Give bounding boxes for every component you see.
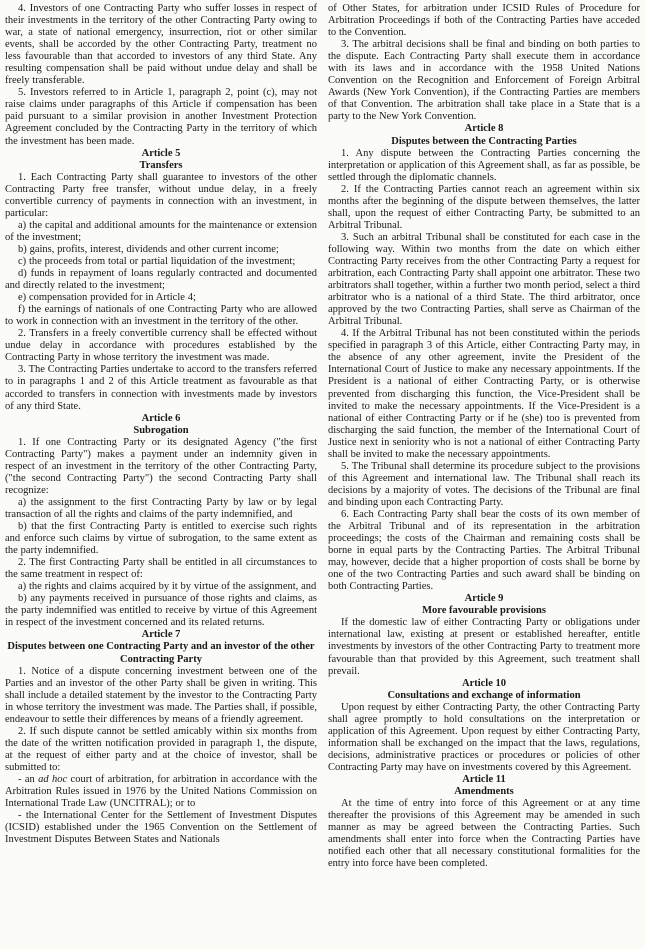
article-heading: Article 6 (141, 412, 181, 424)
article-heading: Article 7 (141, 629, 181, 641)
paragraph: 3. The arbitral decisions shall be final and binding on both parties to the dispute. Each Contracting Party shall execute them in accordance with its laws and in accordance with the 1958 United Nations Convention on the Recognition and Enforcement of Foreign Arbitral Awards (New York Convention), if the Contracting Parties are members of that Convention. The arbitration shall take place in a State that is a party to the New York Convention. (328, 39, 640, 123)
paragraph: a) the capital and additional amounts for the maintenance or extension of the investment; (5, 219, 317, 243)
article-heading: Amendments (454, 786, 514, 798)
paragraph: b) any payments received in pursuance of those rights and claims, as the party indemnified was entitled to receive by virtue of this Agreement in respect of the investment concerned and its related returns. (5, 593, 317, 629)
article-heading: Disputes between the Contracting Parties (391, 135, 577, 147)
paragraph: a) the rights and claims acquired by it by virtue of the assignment, and (18, 581, 317, 593)
paragraph: 6. Each Contracting Party shall bear the costs of its own member of the Arbitral Tribunal and of its representation in the arbitration proceedings; the costs of the Chairman and remaining costs shall be borne in equal parts by the Contracting Parties. The Arbitral Tribunal may, however, decide that a higher proportion of costs shall be borne by one of the two Contracting Parties and such award shall be binding on both Contracting Parties. (328, 508, 640, 593)
paragraph: 5. The Tribunal shall determine its procedure subject to the provisions of this Agreement and international law. The Tribunal shall reach its decisions by a majority of votes. The decisions of the Tribunal are final and binding upon each Contracting Party. (328, 460, 640, 508)
paragraph: 1. Each Contracting Party shall guarantee to investors of the other Contracting Party free transfer, without undue delay, in a freely convertible currency of payments in connection with an investment, in particular: (5, 171, 317, 219)
article-heading: Article 9 (464, 593, 504, 605)
two-column-layout (5, 3, 640, 870)
paragraph: f) the earnings of nationals of one Contracting Party who are allowed to work in connection with an investment in the territory of the other. (5, 304, 317, 328)
article-heading: Article 10 (461, 677, 507, 689)
article-heading: Article 5 (141, 147, 181, 159)
paragraph: a) the assignment to the first Contracting Party by law or by legal transaction of all the rights and claims of the party indemnified, and (5, 496, 317, 520)
text-run: court of arbitration, for arbitration in accordance with the Arbitration Rules issued in 1976 by the United Nations Commission on International Trade Law (UNCITRAL); or to (5, 774, 317, 810)
paragraph: 4. Investors of one Contracting Party who suffer losses in respect of their investments in the territory of the other Contracting Party owing to war, a state of national emergency, insurrection, riot or other similar events, shall be accorded by the other Contracting Party, treatment no less favourable than that accorded to investors of any third State. Any resulting compensation shall be paid without undue delay and shall be freely transferable. (5, 3, 317, 87)
paragraph: 5. Investors referred to in Article 1, paragraph 2, point (c), may not raise claims under paragraphs of this Article if compensation has been paid pursuant to a similar provision in another Investment Protection Agreement concluded by the Contracting Party in the territory of which the investment has been made. (5, 87, 317, 147)
paragraph: 2. Transfers in a freely convertible currency shall be effected without undue delay in accordance with procedures established by the Contracting Party in whose territory the investment was made. (5, 328, 317, 364)
paragraph: e) compensation provided for in Article 4; (18, 292, 196, 304)
paragraph: 4. If the Arbitral Tribunal has not been constituted within the periods specified in paragraph 3 of this Article, either Contracting Party may, in the absence of any other agreement, invite the President of the International Court of Justice to make any necessary appointments. If the President is a national of either Contracting Party, or is otherwise prevented from discharging this function, the Vice-President shall be invited to make the necessary appointments. If the Vice-President is a national of either Contracting Party or if he (she) too is prevented from discharging the said function, the member of the International Court of Justice next in seniority who is not a national of either Contracting Party shall be invited to make the necessary appointments. (328, 328, 640, 460)
paragraph: If the domestic law of either Contracting Party or obligations under international law, existing at present or established hereafter, entitle investments by investors of the other Contracting Party to treatment more favourable than that provided by this Agreement, such treatment shall prevail. (328, 617, 640, 677)
article-heading: Article 11 (462, 774, 506, 785)
article-heading: More favourable provisions (422, 605, 546, 617)
paragraph: of Other States, for arbitration under ICSID Rules of Procedure for Arbitration Proceedings if both of the Contracting Parties have acceded to the Convention. (328, 3, 640, 39)
column-right (328, 3, 640, 870)
article-heading: Disputes between one Contracting Party and an investor of the other Contracting Party (7, 641, 315, 665)
column-left (5, 3, 317, 846)
article-heading: Transfers (139, 159, 183, 171)
paragraph: 1. If one Contracting Party or its designated Agency ("the first Contracting Party") makes a payment under an indemnity given in respect of an investment in the territory of the other Contracting Party, ("the second Contracting Party") the second Contracting Party shall recognize: (5, 436, 317, 496)
paragraph: 2. If the Contracting Parties cannot reach an agreement within six months after the beginning of the dispute between themselves, the latter shall, upon the request of either Contracting Party, be submitted to an Arbitral Tribunal. (328, 183, 640, 231)
paragraph: 1. Notice of a dispute concerning investment between one of the Parties and an investor of the other Party shall be given in writing. This shall include a detailed statement by the investor to the Contracting Party in whose territory the investment was made. The Parties shall, if possible, endeavour to settle their differences by means of a friendly agreement. (5, 665, 317, 725)
paragraph: b) that the first Contracting Party is entitled to exercise such rights and enforce such claims by virtue of subrogation, to the same extent as the party indemnified. (5, 521, 317, 557)
paragraph: 3. The Contracting Parties undertake to accord to the transfers referred to in paragraphs 1 and 2 of this Article treatment as favourable as that accorded to transfers in connection with investments made by investors of any third State. (5, 364, 317, 412)
paragraph (5, 774, 317, 810)
paragraph: b) gains, profits, interest, dividends and other current income; (18, 243, 279, 255)
paragraph: - the International Center for the Settlement of Investment Disputes (ICSID) established under the 1965 Convention on the Settlement of Investment Disputes Between States and Nationals (5, 810, 317, 846)
article-heading: Article 8 (464, 123, 504, 135)
paragraph: 1. Any dispute between the Contracting Parties concerning the interpretation or application of this Agreement shall, as far as possible, be settled through the diplomatic channels. (328, 147, 640, 183)
paragraph: c) the proceeds from total or partial liquidation of the investment; (18, 255, 296, 267)
paragraph: Upon request by either Contracting Party, the other Contracting Party shall agree promptly to hold consultations on the interpretation or application of this Agreement. Upon request by either Contracting Party, information shall be exchanged on the impact that the laws, regulations, decisions, administrative practices or procedures or policies of other Contracting Party may have on investments covered by this Agreement. (328, 701, 640, 773)
paragraph: 2. If such dispute cannot be settled amicably within six months from the date of the written notification provided in paragraph 1, the dispute, at the request of either party and at the choice of investor, shall be submitted to: (5, 725, 317, 773)
paragraph: 2. The first Contracting Party shall be entitled in all circumstances to the same treatment in respect of: (5, 557, 317, 581)
article-heading: Subrogation (133, 424, 189, 436)
article-heading: Consultations and exchange of information (387, 689, 581, 701)
paragraph: At the time of entry into force of this Agreement or at any time thereafter the provisions of this Agreement may be amended in such manner as may be agreed between the Contracting Parties. Such amendments shall enter into force when the Contracting Parties have notified each other that all necessary constitutional formalities for the entry into force have been completed. (328, 798, 640, 870)
paragraph: d) funds in repayment of loans regularly contracted and documented and directly related to the investment; (5, 268, 317, 292)
paragraph: 3. Such an arbitral Tribunal shall be constituted for each case in the following way. Within two months from the date on which either Contracting Party receives from the other Contracting Party a request for arbitration, each Contracting Party shall appoint one arbitrator. These two arbitrators shall together, within a further two month period, select a third arbitrator who is a national of a third State. The third arbitrator, once approved by the two Contracting Parties, shall serve as Chairman of the Arbitral Tribunal. (328, 231, 640, 328)
text-run: - an (18, 774, 39, 785)
italic-term: ad hoc (38, 774, 68, 785)
